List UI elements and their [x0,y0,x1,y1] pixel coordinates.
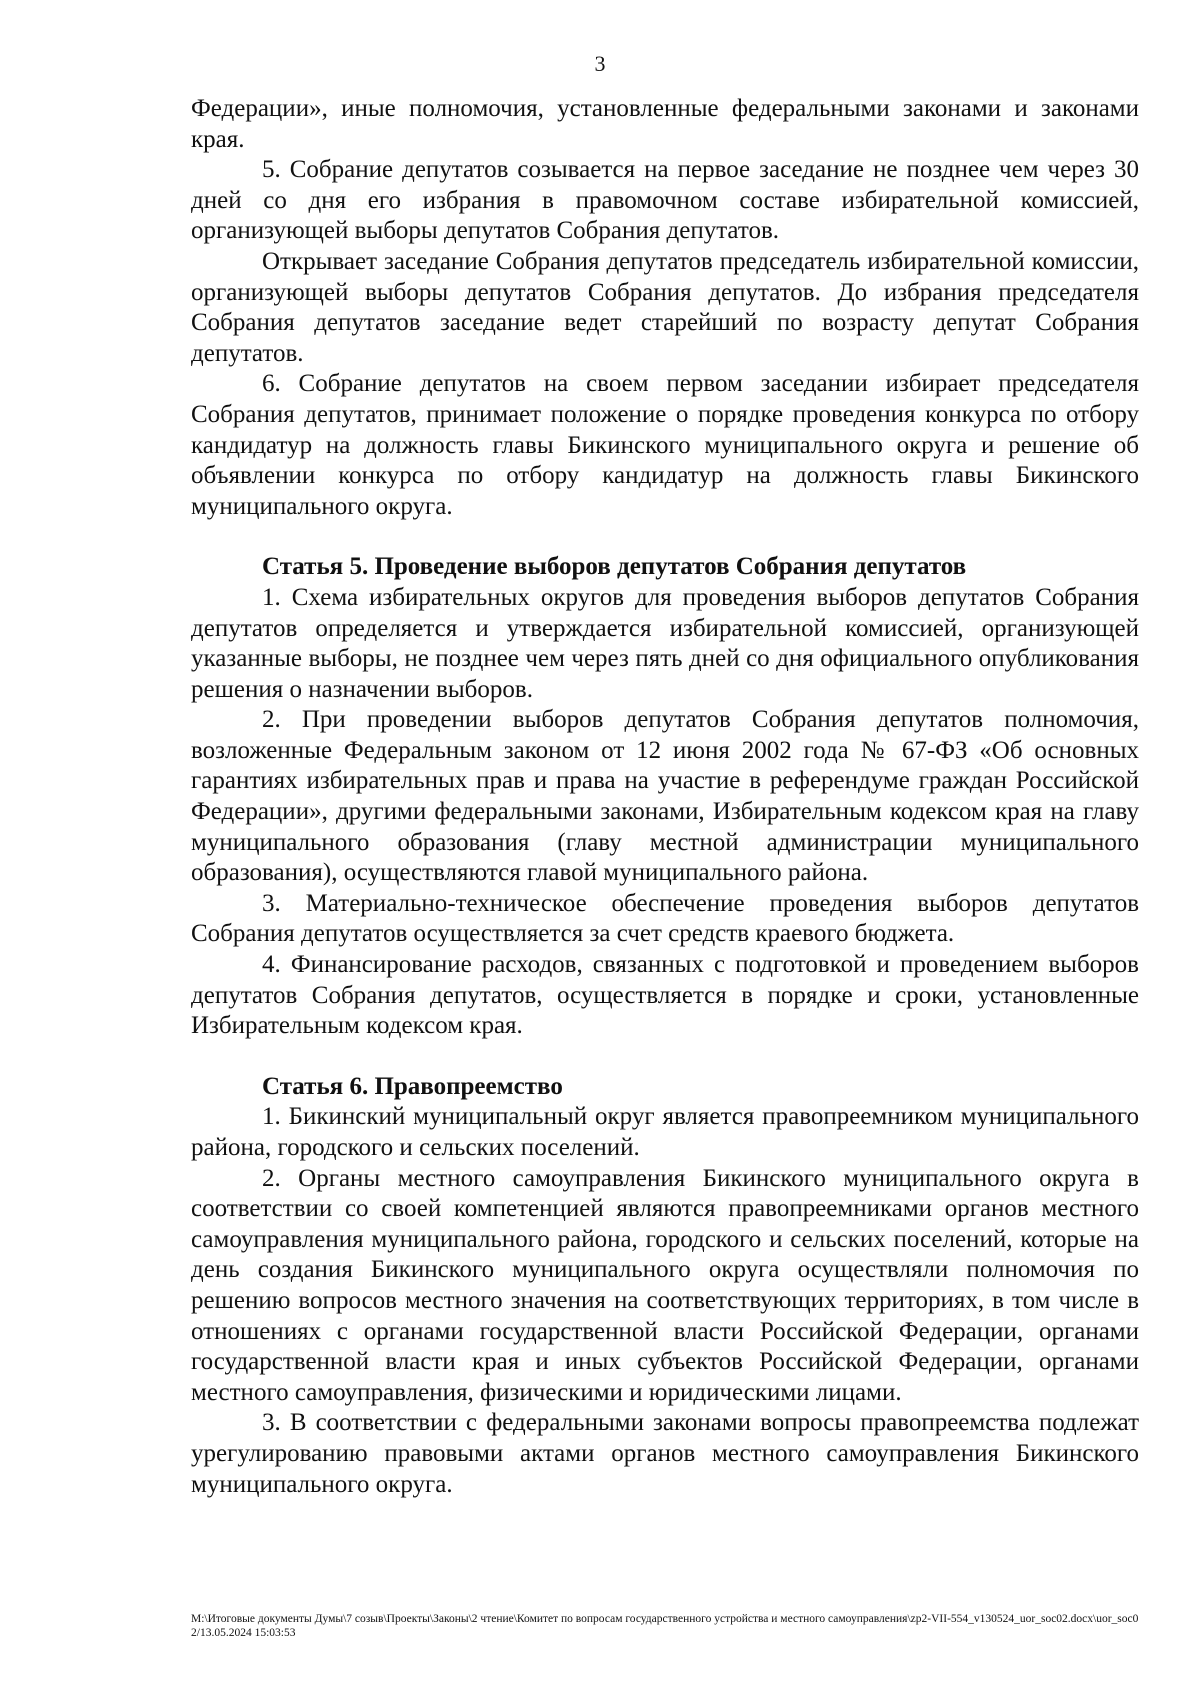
paragraph: 6. Собрание депутатов на своем первом заседании избирает председателя Собрания депутатов, принимает положение о порядке проведения конкурса по отбору кандидатур на должность главы Бикинского муниципального округа и решение об объявлении конкурса по отбору кандидатур на должность главы Бикинского муниципального округа. [191,370,1139,520]
article-5-heading: Статья 5. Проведение выборов депутатов Собрания депутатов [262,553,967,581]
paragraph: 3. В соответствии с федеральными законами вопросы правопреемства подлежат урегулированию правовыми актами органов местного самоуправления Бикинского муниципального округа. [191,1409,1139,1498]
paragraph: 2. Органы местного самоуправления Бикинского муниципального округа в соответствии со своей компетенцией являются правопреемниками органов местного самоуправления муниципального района, городского и сельских поселений, которые на день создания Бикинского муниципального округа осуществляли полномочия по решению вопросов местного значения на соответствующих территориях, в том числе в отношениях с органами государственной власти Российской Федерации, органами государственной власти края и иных субъектов Российской Федерации, органами местного самоуправления, физическими и юридическими лицами. [191,1164,1139,1406]
paragraph: 1. Схема избирательных округов для проведения выборов депутатов Собрания депутатов определяется и утверждается избирательной комиссией, организующей указанные выборы, не позднее чем через пять дней со дня официального опубликования решения о назначении выборов. [191,583,1139,703]
spacer [191,1042,1139,1072]
paragraph-continuation: Федерации», иные полномочия, установленные федеральными законами и законами края. [191,95,1139,153]
paragraph: 2. При проведении выборов депутатов Собрания депутатов полномочия, возложенные Федеральным законом от 12 июня 2002 года № 67-ФЗ «Об основных гарантиях избирательных прав и права на участие в референдуме граждан Российской Федерации», другими федеральными законами, Избирательным кодексом края на главу муниципального образования (главу местной администрации муниципального образования), осуществляются главой муниципального района. [191,706,1139,887]
article-6-heading: Статья 6. Правопреемство [262,1072,563,1100]
file-path-footer: M:\Итоговые документы Думы\7 созыв\Проекты\Законы\2 чтение\Комитет по вопросам государственного устройства и местного самоуправления\zp2-VII-554_v130524_uor_soc02.docx\uor_soc02/13.05.2024 15:03:53 [191,1613,1139,1639]
paragraph: 1. Бикинский муниципальный округ является правопреемником муниципального района, городского и сельских поселений. [191,1103,1139,1161]
paragraph: 4. Финансирование расходов, связанных с подготовкой и проведением выборов депутатов Собрания депутатов, осуществляется в порядке и сроки, установленные Избирательным кодексом края. [191,951,1139,1040]
page-number: 3 [594,51,606,76]
paragraph: 5. Собрание депутатов созывается на первое заседание не позднее чем через 30 дней со дня его избрания в правомочном составе избирательной комиссией, организующей выборы депутатов Собрания депутатов. [191,156,1139,245]
document-body [191,94,1139,1500]
spacer [191,522,1139,552]
paragraph: 3. Материально-техническое обеспечение проведения выборов депутатов Собрания депутатов осуществляется за счет средств краевого бюджета. [191,889,1139,948]
paragraph: Открывает заседание Собрания депутатов председатель избирательной комиссии, организующей выборы депутатов Собрания депутатов. До избрания председателя Собрания депутатов заседание ведет старейший по возрасту депутат Собрания депутатов. [191,247,1139,367]
